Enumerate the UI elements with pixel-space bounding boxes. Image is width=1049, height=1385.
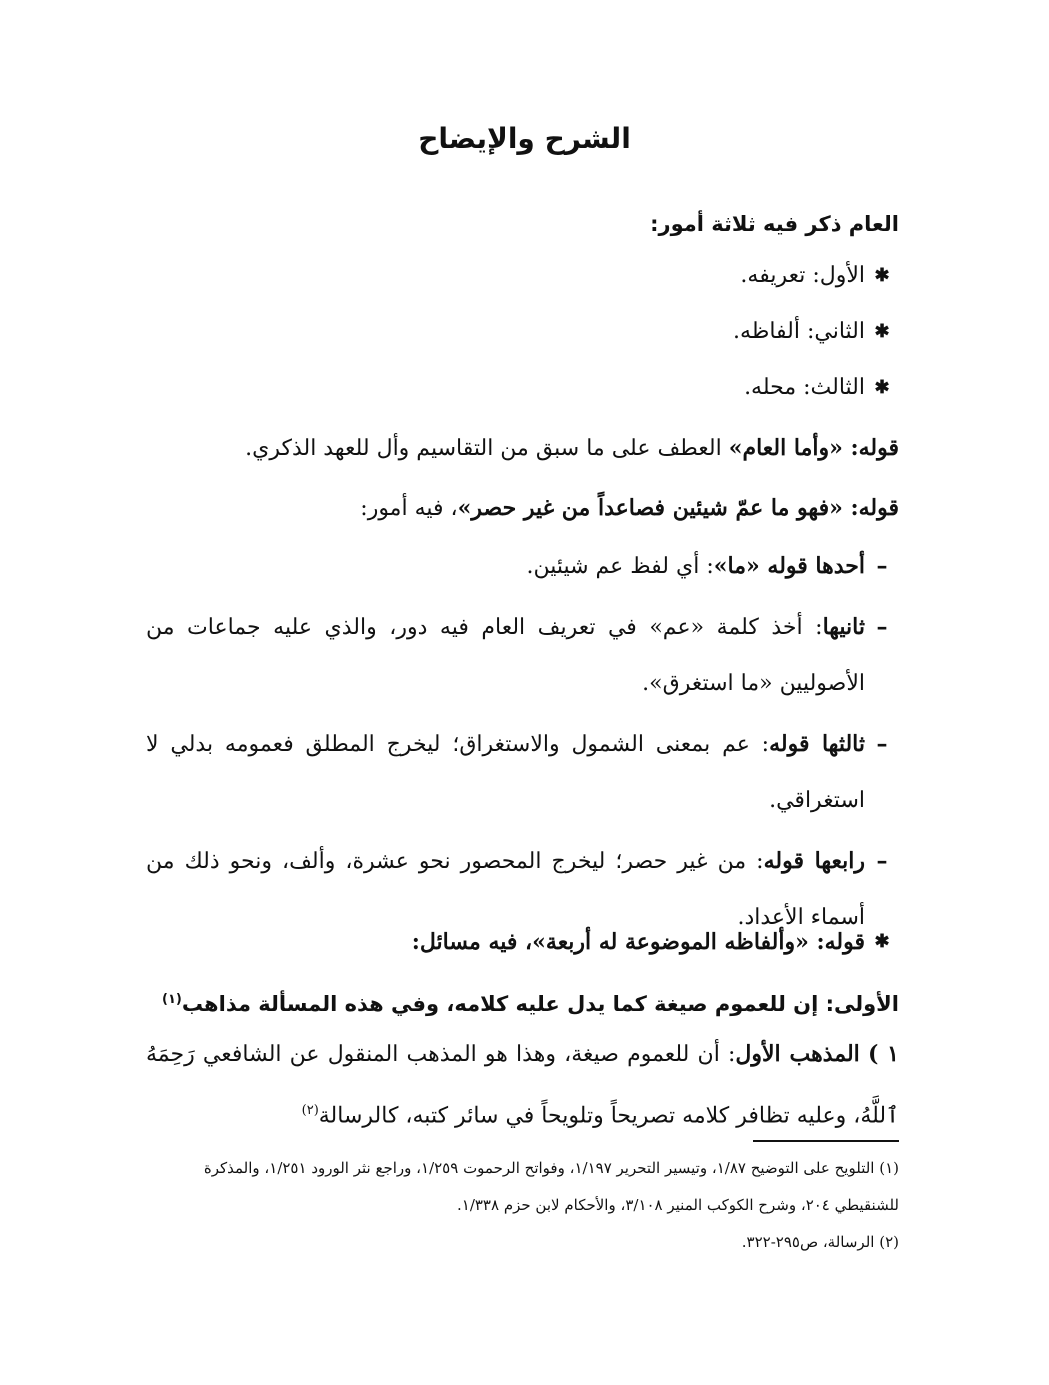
- star-bullet-icon: ✱: [874, 931, 890, 952]
- dash-text: : أخذ كلمة «عم» في تعريف العام فيه دور، والذي عليه جماعات من الأصوليين «ما استغرق».: [146, 615, 865, 696]
- dash-lead: رابعها قوله: [763, 848, 865, 874]
- section-heading: [146, 972, 899, 1032]
- star-item-text: الثالث: محله.: [744, 375, 865, 400]
- footnote-ref: (١): [161, 992, 182, 1007]
- dash-text: : أي لفظ عم شيئين.: [526, 554, 714, 579]
- section-heading-text: الأولى: إن للعموم صيغة كما يدل عليه كلامه، وفي هذه المسألة مذاهب: [181, 992, 899, 1016]
- intro-line: العام ذكر فيه ثلاثة أمور:: [650, 212, 899, 236]
- star-bullet-icon: ✱: [874, 321, 890, 342]
- paragraph-lead: قوله: «فهو ما عمّ شيئين فصاعداً من غير حصر»: [457, 495, 899, 521]
- dash-lead: ثانيها: [822, 614, 865, 640]
- star-bullet-icon: ✱: [874, 377, 890, 398]
- paragraph-2: [146, 480, 899, 537]
- dash-list: [146, 538, 899, 946]
- star-item: [146, 304, 899, 360]
- paragraph-1: [146, 420, 899, 477]
- paragraph-lead: قوله: «وأما العام»: [728, 435, 899, 461]
- star-bullet-icon: ✱: [874, 265, 890, 286]
- dash-text: : من غير حصر؛ ليخرج المحصور نحو عشرة، وألف، ونحو ذلك من أسماء الأعداد.: [146, 849, 865, 930]
- footnote-1: (١) التلويح على التوضيح ١/٨٧، وتيسير التحرير ١/١٩٧، وفواتح الرحموت ١/٢٥٩، وراجع نثر الورود ١/٢٥١، والمذكرة للشنقيطي ٢٠٤، وشرح الكوكب المنير ٣/١٠٨، والأحكام لابن حزم ١/٣٣٨.: [203, 1159, 899, 1214]
- dash-bullet: –: [876, 731, 888, 757]
- dash-lead: أحدها قوله «ما»: [713, 553, 865, 579]
- paragraph-3: [146, 914, 899, 970]
- dash-bullet: –: [876, 848, 888, 874]
- star-item: [146, 914, 899, 970]
- paragraph-lead: المذهب الأول: [735, 1041, 860, 1067]
- paragraph-text: : أن للعموم صيغة، وهذا هو المذهب المنقول عن الشافعي رَحِمَهُ ٱللَّهُ، وعليه تظافر كلامه تصريحاً وتلويحاً في سائر كتبه، كالرسالة: [146, 1042, 899, 1129]
- dash-lead: ثالثها قوله: [769, 731, 865, 757]
- paragraph-text: العطف على ما سبق من التقاسيم وأل للعهد الذكري.: [245, 436, 729, 461]
- paragraph-text: قوله: «وألفاظه الموضوعة له أربعة»، فيه مسائل:: [411, 929, 865, 955]
- paragraph-4: [146, 1026, 899, 1144]
- dash-text: : عم بمعنى الشمول والاستغراق؛ ليخرج المطلق فعمومه بدلي لا استغراقي.: [146, 732, 865, 813]
- star-item-text: الثاني: ألفاظه.: [733, 319, 865, 344]
- footnote-2: (٢) الرسالة، ص٢٩٥-٣٢٢.: [741, 1233, 899, 1251]
- star-item: [146, 248, 899, 304]
- dash-item: [146, 538, 899, 595]
- paragraph-text: ، فيه أمور:: [360, 496, 458, 521]
- dash-item: [146, 599, 899, 712]
- star-item-text: الأول: تعريفه.: [740, 263, 865, 288]
- dash-bullet: –: [876, 553, 888, 579]
- dash-bullet: –: [876, 614, 888, 640]
- footnote-divider: [753, 1140, 899, 1142]
- star-item: [146, 360, 899, 416]
- item-number: ١ ): [867, 1041, 899, 1067]
- page-title: الشرح والإيضاح: [418, 122, 631, 155]
- footnote-ref: (٢): [301, 1103, 319, 1118]
- star-list: [146, 248, 899, 416]
- dash-item: [146, 716, 899, 829]
